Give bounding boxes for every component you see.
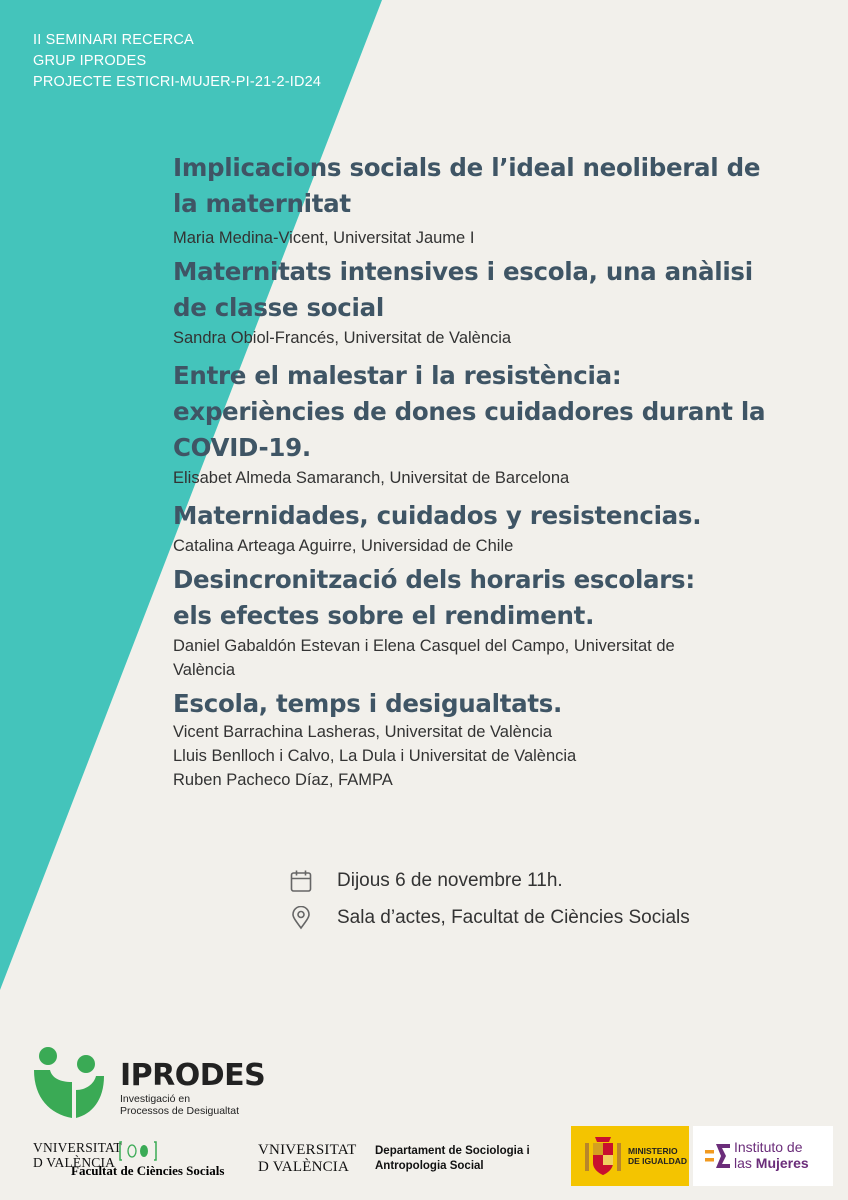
uv-name-line: VNIVERSITAT bbox=[258, 1142, 357, 1158]
talk-title bbox=[173, 358, 813, 466]
header-line-project: PROJECTE ESTICRI-MUJER-PI-21-2-ID24 bbox=[33, 74, 322, 90]
iprodes-name: IPRODES bbox=[120, 1058, 266, 1093]
talk-author: Elisabet Almeda Samaranch, Universitat de Barcelona bbox=[173, 469, 570, 487]
uv-faculty-logo bbox=[33, 1140, 233, 1185]
header-line-seminar: II SEMINARI RECERCA bbox=[33, 32, 194, 48]
instituto-name-line: Instituto de bbox=[734, 1139, 803, 1155]
talk-title bbox=[173, 254, 813, 326]
talk-author-line: Daniel Gabaldón Estevan i Elena Casquel del Campo, Universitat de bbox=[173, 637, 675, 655]
iprodes-logo bbox=[30, 1040, 270, 1120]
talk-title-line: COVID-19. bbox=[173, 433, 311, 462]
instituto-name-part: las bbox=[734, 1155, 756, 1171]
talk-title-line: Escola, temps i desigualtats. bbox=[173, 689, 563, 718]
iprodes-people-icon bbox=[30, 1040, 120, 1120]
talk-item bbox=[173, 358, 813, 490]
talk-author-line: Lluis Benlloch i Calvo, La Dula i Universitat de València bbox=[173, 747, 577, 765]
talk-title bbox=[173, 688, 813, 720]
talk-title-line: Maternitats intensives i escola, una anàlisi bbox=[173, 257, 753, 286]
uv-department-logo bbox=[258, 1142, 538, 1182]
location-pin-icon bbox=[290, 906, 312, 930]
talk-title bbox=[173, 562, 813, 634]
talk-author-line: València bbox=[173, 661, 236, 679]
iprodes-subtitle-line: Processos de Desigualtat bbox=[120, 1105, 240, 1117]
talk-title-line: la maternitat bbox=[173, 189, 351, 218]
uv-emblem-icon bbox=[119, 1140, 157, 1162]
talk-author-line: Vicent Barrachina Lasheras, Universitat de València bbox=[173, 723, 553, 741]
department-name bbox=[375, 1144, 535, 1174]
event-date: Dijous 6 de novembre 11h. bbox=[337, 870, 563, 891]
talk-title-line: experiències de dones cuidadores durant la bbox=[173, 397, 766, 426]
ministerio-name bbox=[628, 1146, 687, 1166]
event-info bbox=[290, 866, 690, 940]
talk-item bbox=[173, 562, 813, 682]
talk-author: Maria Medina-Vicent, Universitat Jaume I bbox=[173, 229, 475, 247]
instituto-name-line bbox=[734, 1155, 809, 1171]
talk-item bbox=[173, 498, 813, 558]
instituto-mujeres-logo bbox=[693, 1126, 833, 1186]
event-place-row bbox=[290, 903, 690, 933]
talk-title-line: els efectes sobre el rendiment. bbox=[173, 601, 595, 630]
talk-author bbox=[173, 720, 813, 792]
talk-title-line: Implicacions socials de l’ideal neoliberal de bbox=[173, 153, 761, 182]
talk-title bbox=[173, 150, 813, 222]
talk-author-line: Ruben Pacheco Díaz, FAMPA bbox=[173, 771, 393, 789]
header-line-group: GRUP IPRODES bbox=[33, 53, 147, 69]
talk-title-line: de classe social bbox=[173, 293, 384, 322]
instituto-equal-sigma-icon bbox=[705, 1142, 731, 1170]
calendar-icon bbox=[290, 869, 312, 893]
event-date-row bbox=[290, 866, 690, 896]
iprodes-subtitle bbox=[120, 1093, 280, 1117]
talk-author: Catalina Arteaga Aguirre, Universidad de Chile bbox=[173, 537, 514, 555]
talk-item bbox=[173, 688, 813, 792]
department-name-line: Departament de Sociologia i bbox=[375, 1145, 530, 1157]
department-name-line: Antropologia Social bbox=[375, 1160, 484, 1172]
talk-item bbox=[173, 254, 813, 350]
uv-name-line: D VALÈNCIA bbox=[33, 1155, 116, 1170]
talk-item bbox=[173, 150, 813, 250]
seminar-header bbox=[33, 30, 321, 93]
ministerio-name-line: MINISTERIO bbox=[628, 1146, 678, 1156]
spain-coat-of-arms-icon bbox=[583, 1133, 623, 1179]
instituto-name-bold: Mujeres bbox=[755, 1155, 809, 1171]
talk-title bbox=[173, 498, 813, 534]
instituto-name bbox=[734, 1139, 809, 1171]
talk-title-line: Entre el malestar i la resistència: bbox=[173, 361, 622, 390]
uv-name-line: VNIVERSITAT bbox=[33, 1140, 122, 1155]
faculty-name: Facultat de Ciències Socials bbox=[71, 1163, 225, 1178]
talk-title-line: Desincronització dels horaris escolars: bbox=[173, 565, 695, 594]
iprodes-subtitle-line: Investigació en bbox=[120, 1093, 191, 1105]
uv-name-line: D VALÈNCIA bbox=[258, 1159, 350, 1175]
talk-author bbox=[173, 634, 813, 682]
ministerio-name-line: DE IGUALDAD bbox=[628, 1156, 688, 1166]
talk-list bbox=[173, 150, 813, 796]
ministerio-igualdad-logo bbox=[571, 1126, 689, 1186]
talk-author: Sandra Obiol-Francés, Universitat de València bbox=[173, 329, 512, 347]
event-place: Sala d’actes, Facultat de Ciències Socials bbox=[337, 907, 690, 928]
talk-title-line: Maternidades, cuidados y resistencias. bbox=[173, 501, 702, 530]
